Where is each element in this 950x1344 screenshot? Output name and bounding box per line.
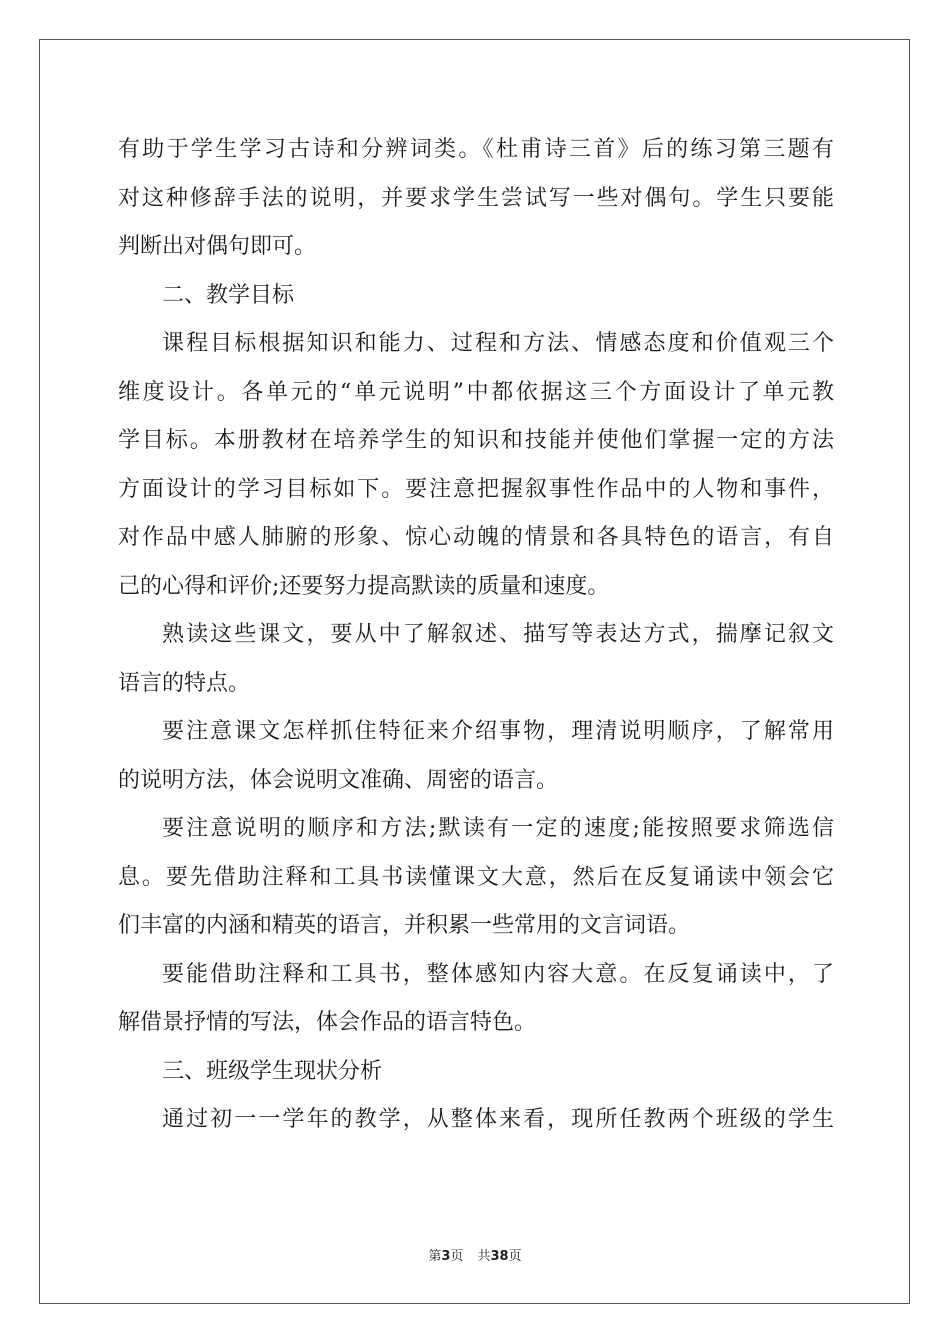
text-line: 三、班级学生现状分析 (162, 1058, 383, 1084)
document-body (118, 126, 834, 1145)
paragraph (118, 805, 834, 951)
paragraph (118, 1048, 834, 1097)
paragraph (118, 320, 834, 611)
text-line: 通过初一一学年的教学，从整体来看，现所任教两个班级的学生 (162, 1107, 834, 1132)
footer-page-prefix: 第 (428, 1249, 442, 1264)
footer-page-number: 3 (441, 1249, 451, 1264)
text-line: 的说明方法，体会说明文准确、周密的语言。 (118, 767, 559, 793)
text-line: 维度设计。各单元的“单元说明”中都依据这三个方面设计了单元教 (118, 379, 834, 405)
footer-total-pages: 38 (490, 1249, 509, 1264)
paragraph (118, 611, 834, 708)
text-line: 语言的特点。 (118, 670, 251, 696)
text-line: 要能借助注释和工具书，整体感知内容大意。在反复诵读中，了 (162, 961, 834, 987)
text-line: 二、教学目标 (162, 282, 295, 308)
text-line: 们丰富的内涵和精英的语言，并积累一些常用的文言词语。 (118, 913, 691, 938)
text-line: 课程目标根据知识和能力、过程和方法、情感态度和价值观三个 (162, 331, 834, 356)
paragraph (118, 951, 834, 1048)
footer-total-suffix: 页 (508, 1249, 522, 1264)
page-footer (0, 1245, 950, 1264)
text-line: 方面设计的学习目标如下。要注意把握叙事性作品中的人物和事件， (118, 476, 834, 502)
text-line: 对这种修辞手法的说明，并要求学生尝试写一些对偶句。学生只要能 (118, 185, 834, 211)
text-line: 学目标。本册教材在培养学生的知识和技能并使他们掌握一定的方法 (118, 428, 834, 453)
text-line: 要注意说明的顺序和方法;默读有一定的速度;能按照要求筛选信 (162, 816, 834, 841)
paragraph (118, 1096, 834, 1145)
paragraph (118, 708, 834, 805)
text-line: 要注意课文怎样抓住特征来介绍事物，理清说明顺序，了解常用 (162, 719, 834, 744)
text-line: 判断出对偶句即可。 (118, 234, 317, 259)
paragraph (118, 272, 834, 321)
text-line: 有助于学生学习古诗和分辨词类。《杜甫诗三首》后的练习第三题有 (118, 137, 834, 162)
text-line: 熟读这些课文，要从中了解叙述、描写等表达方式，揣摩记叙文 (162, 622, 834, 647)
footer-total-prefix: 共 (477, 1249, 491, 1264)
paragraph (118, 126, 834, 272)
text-line: 解借景抒情的写法，体会作品的语言特色。 (118, 1010, 537, 1035)
text-line: 息。要先借助注释和工具书读懂课文大意，然后在反复诵读中领会它 (118, 864, 834, 890)
footer-page-suffix: 页 (450, 1249, 464, 1264)
text-line: 对作品中感人肺腑的形象、惊心动魄的情景和各具特色的语言，有自 (118, 525, 834, 550)
text-line: 己的心得和评价;还要努力提高默读的质量和速度。 (118, 573, 610, 599)
